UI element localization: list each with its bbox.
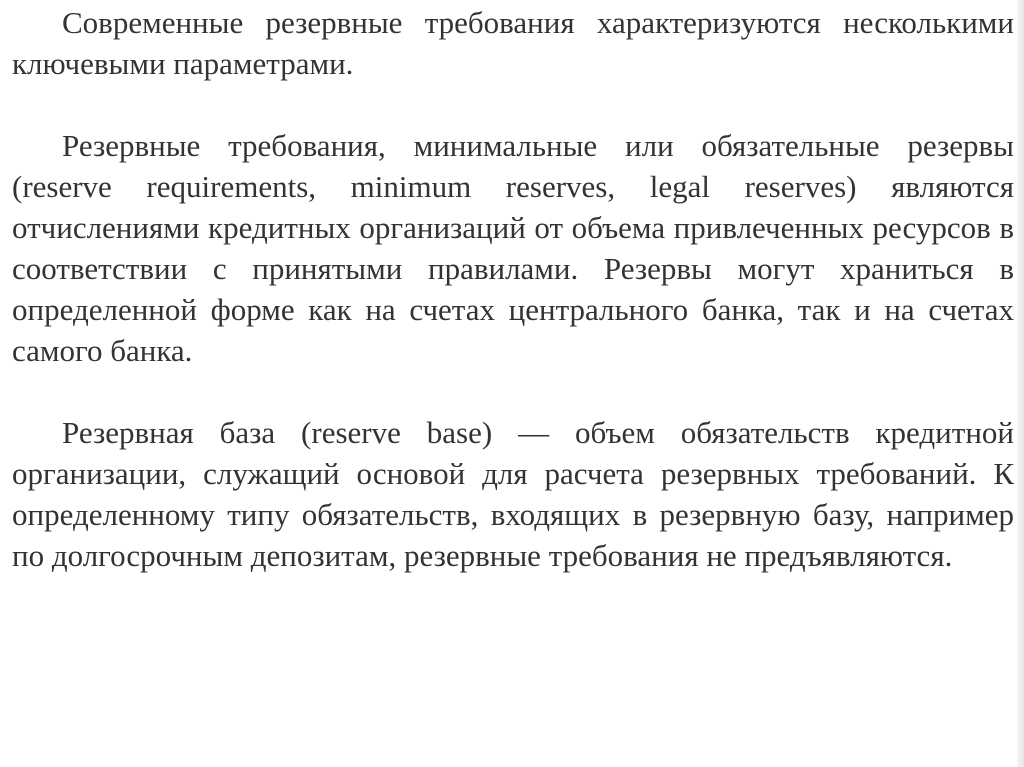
paragraph-reserve-requirements-definition: Резервные требования, минимальные или обязательные резервы (reserve requirements, minimum reserves, legal reserves) являются отчислениями кредитных организаций от объема привлеченных ресурсов в соответствии с принятыми правилами. Резервы могут храниться в определенной форме как на счетах центрального банка, так и на счетах самого банка. <box>12 128 1014 368</box>
slide-text-body <box>12 2 1014 576</box>
paragraph-spacer <box>12 84 1014 125</box>
paragraph-spacer <box>12 371 1014 412</box>
slide-right-edge-shadow <box>1016 0 1024 767</box>
paragraph-reserve-base-definition: Резервная база (reserve base) — объем обязательств кредитной организации, служащий основой для расчета резервных требований. К определенному типу обязательств, входящих в резервную базу, например по долгосрочным депозитам, резервные требования не предъявляются. <box>12 415 1014 573</box>
paragraph-reserve-parameters-intro: Современные резервные требования характеризуются несколькими ключевыми параметрами. <box>12 5 1014 81</box>
